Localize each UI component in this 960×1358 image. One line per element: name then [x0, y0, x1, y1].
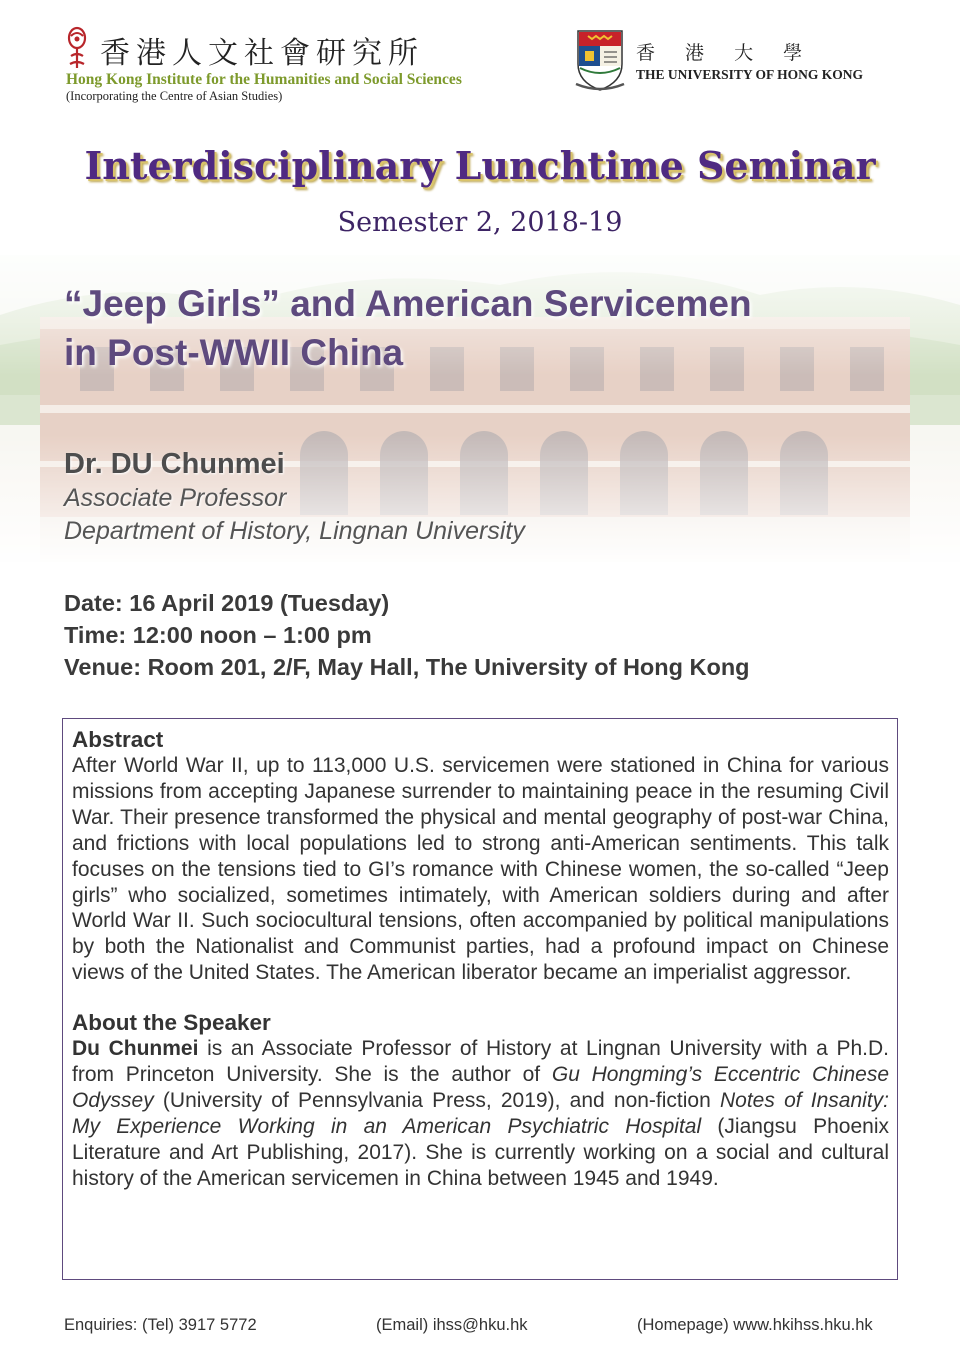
enquiries-tel: Enquiries: (Tel) 3917 5772 — [64, 1316, 257, 1334]
about-speaker-name: Du Chunmei — [72, 1037, 199, 1061]
speaker-department: Department of History, Lingnan University — [64, 517, 525, 545]
talk-title-line-2: in Post-WWII China — [64, 332, 404, 373]
semester-label: Semester 2, 2018-19 — [337, 207, 623, 238]
talk-title — [64, 279, 752, 377]
event-venue: Venue: Room 201, 2/F, May Hall, The University of Hong Kong — [64, 654, 750, 680]
abstract-heading: Abstract — [72, 727, 164, 752]
book-title-1: Gu Hongming’s Eccentric Chinese Odyssey — [72, 1063, 889, 1112]
speaker-name: Dr. DU Chunmei — [64, 448, 285, 480]
enquiries-email: (Email) ihss@hku.hk — [376, 1316, 528, 1334]
hkihss-logo-icon — [62, 26, 92, 72]
book-title-2: Notes of Insanity: My Experience Working in an American Psychiatric Hospital — [72, 1088, 890, 1138]
about-speaker-heading: About the Speaker — [72, 1010, 271, 1036]
university-chinese-name: 香 港 大 學 — [636, 42, 815, 64]
university-english-name: THE UNIVERSITY OF HONG KONG — [636, 67, 864, 82]
event-time: Time: 12:00 noon – 1:00 pm — [64, 622, 372, 648]
about-text-1: is an Associate Professor of History at Lingnan University with a Ph.D. from Princeton University. She is the author of — [72, 1037, 889, 1087]
speaker-title: Associate Professor — [64, 484, 287, 512]
institute-subtitle: (Incorporating the Centre of Asian Studies) — [66, 89, 283, 103]
about-text-3: (Jiangsu Phoenix Literature and Art Publishing, 2017). She is currently working on a social and cultural history of the American servicemen in China between 1945 and 1949. — [72, 1114, 889, 1190]
abstract-body: After World War II, up to 113,000 U.S. servicemen were stationed in China for various missions from accepting Japanese surrender to maintaining peace in the resuming Civil War. Their presence transformed the physical and mental geography of post-war China, and frictions with local populations led to strong anti-American sentiments. This talk focuses on the tensions tied to GI’s romance with Chinese women, the so-called “Jeep girls” who socialized, sometimes intimately, with American soldiers during and after World War II. Such sociocultural tensions, often accompanied by political manipulations by both the Nationalist and Communist parties, had a profound impact on Chinese views of the United States. The American liberator became an imperialist aggressor. — [72, 754, 889, 985]
enquiries-homepage: (Homepage) www.hkihss.hku.hk — [637, 1316, 873, 1334]
talk-title-line-1: “Jeep Girls” and American Servicemen — [64, 283, 752, 324]
about-speaker-body — [72, 1036, 889, 1191]
institute-chinese-name: 香港人文社會研究所 — [100, 36, 424, 71]
institute-english-name: Hong Kong Institute for the Humanities and Social Sciences — [66, 71, 462, 88]
abstract-box — [62, 718, 898, 1280]
hku-crest-icon — [574, 28, 626, 94]
seminar-title: Interdisciplinary Lunchtime Seminar — [84, 143, 876, 188]
event-date: Date: 16 April 2019 (Tuesday) — [64, 590, 390, 616]
about-text-2: (University of Pennsylvania Press, 2019), and non-fiction — [153, 1088, 720, 1112]
